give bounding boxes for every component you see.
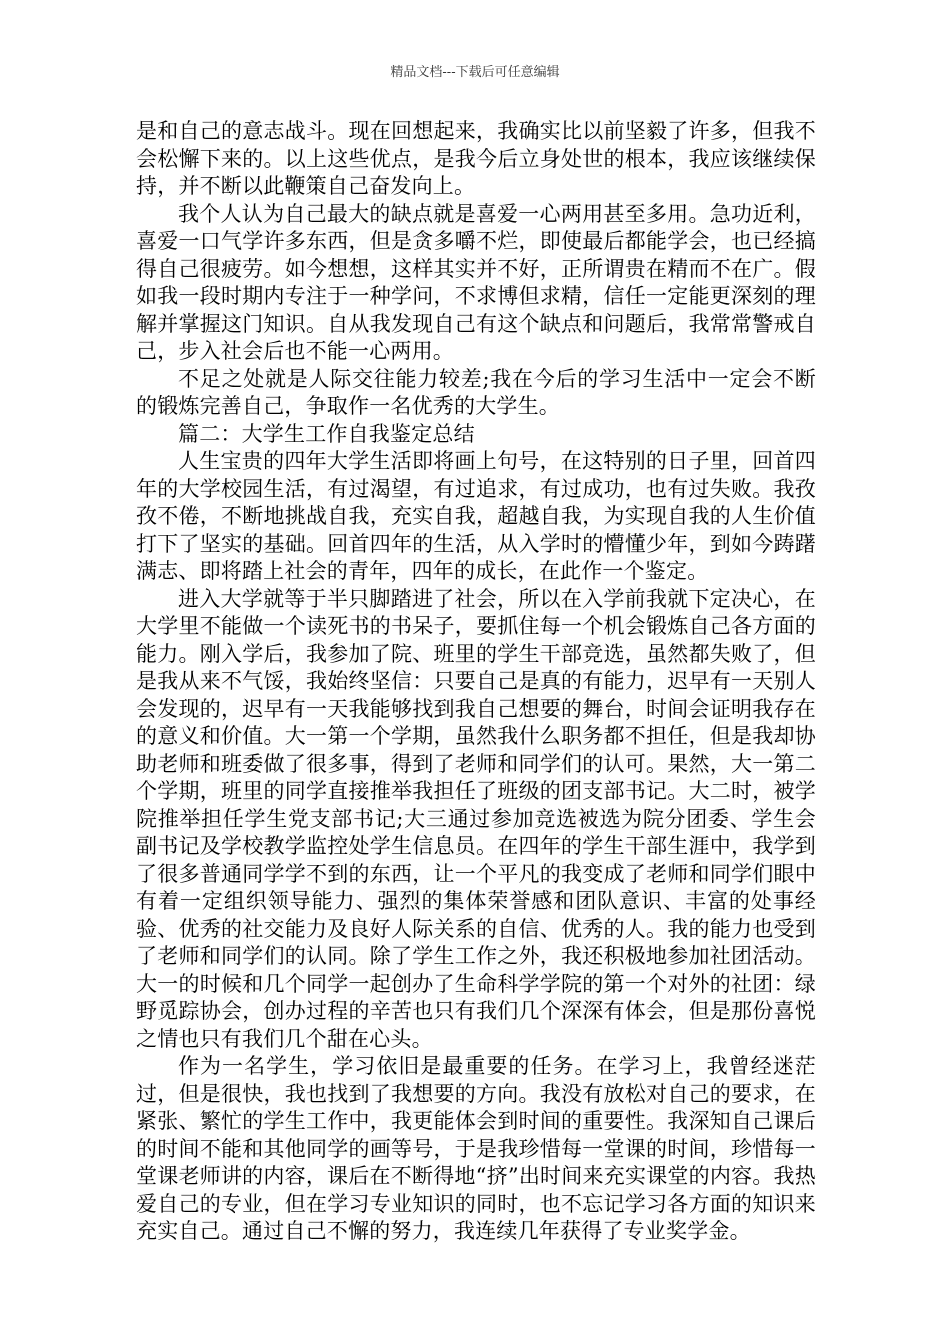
paragraph: 人生宝贵的四年大学生活即将画上句号，在这特别的日子里，回首四年的大学校园生活，有过渴望，有过追求，有过成功，也有过失败。我孜孜不倦，不断地挑战自我，充实自我，超越自我，为实现自我的人生价值打下了坚实的基础。回首四年的生活，从入学时的懵懂少年，到如今踌躇满志、即将踏上社会的青年，四年的成长，在此作一个鉴定。 (136, 449, 816, 583)
page-header: 精品文档---下载后可任意编辑 (390, 65, 560, 80)
section-heading: 篇二：大学生工作自我鉴定总结 (178, 421, 475, 446)
document-body (136, 118, 816, 1246)
paragraph: 是和自己的意志战斗。现在回想起来，我确实比以前坚毅了许多，但我不会松懈下来的。以上这些优点，是我今后立身处世的根本，我应该继续保持，并不断以此鞭策自己奋发向上。 (136, 119, 816, 198)
paragraph: 我个人认为自己最大的缺点就是喜爱一心两用甚至多用。急功近利，喜爱一口气学许多东西，但是贪多嚼不烂，即使最后都能学会，也已经搞得自己很疲劳。如今想想，这样其实并不好，正所谓贵在精而不在广。假如我一段时期内专注于一种学问，不求博但求精，信任一定能更深刻的理解并掌握这门知识。自从我发现自己有这个缺点和问题后，我常常警戒自己，步入社会后也不能一心两用。 (136, 201, 816, 363)
paragraph: 作为一名学生，学习依旧是最重要的任务。在学习上，我曾经迷茫过，但是很快，我也找到了我想要的方向。我没有放松对自己的要求，在紧张、繁忙的学生工作中，我更能体会到时间的重要性。我深知自己课后的时间不能和其他同学的画等号，于是我珍惜每一堂课的时间，珍惜每一堂课老师讲的内容，课后在不断得地“挤”出时间来充实课堂的内容。我热爱自己的专业，但在学习专业知识的同时，也不忘记学习各方面的知识来充实自己。通过自己不懈的努力，我连续几年获得了专业奖学金。 (136, 1054, 816, 1243)
paragraph: 进入大学就等于半只脚踏进了社会，所以在入学前我就下定决心，在大学里不能做一个读死书的书呆子，要抓住每一个机会锻炼自己各方面的能力。刚入学后，我参加了院、班里的学生干部竞选，虽然都失败了，但是我从来不气馁，我始终坚信：只要自己是真的有能力，迟早有一天别人会发现的，迟早有一天我能够找到我自己想要的舞台，时间会证明我存在的意义和价值。大一第一个学期，虽然我什么职务都不担任，但是我却协助老师和班委做了很多事，得到了老师和同学们的认可。果然，大一第二个学期，班里的同学直接推举我担任了班级的团支部书记。大二时，被学院推举担任学生党支部书记;大三通过参加竞选被选为院分团委、学生会副书记及学校教学监控处学生信息员。在四年的学生干部生涯中，我学到了很多普通同学学不到的东西，让一个平凡的我变成了老师和同学们眼中有着一定组织领导能力、强烈的集体荣誉感和团队意识、丰富的处事经验、优秀的社交能力及良好人际关系的自信、优秀的人。我的能力也受到了老师和同学们的认同。除了学生工作之外，我还积极地参加社团活动。大一的时候和几个同学一起创办了生命科学学院的第一个对外的社团：绿野觅踪协会，创办过程的辛苦也只有我们几个深深有体会，但是那份喜悦之情也只有我们几个甜在心头。 (136, 586, 816, 1051)
paragraph: 不足之处就是人际交往能力较差;我在今后的学习生活中一定会不断的锻炼完善自己，争取作一名优秀的大学生。 (136, 366, 816, 418)
